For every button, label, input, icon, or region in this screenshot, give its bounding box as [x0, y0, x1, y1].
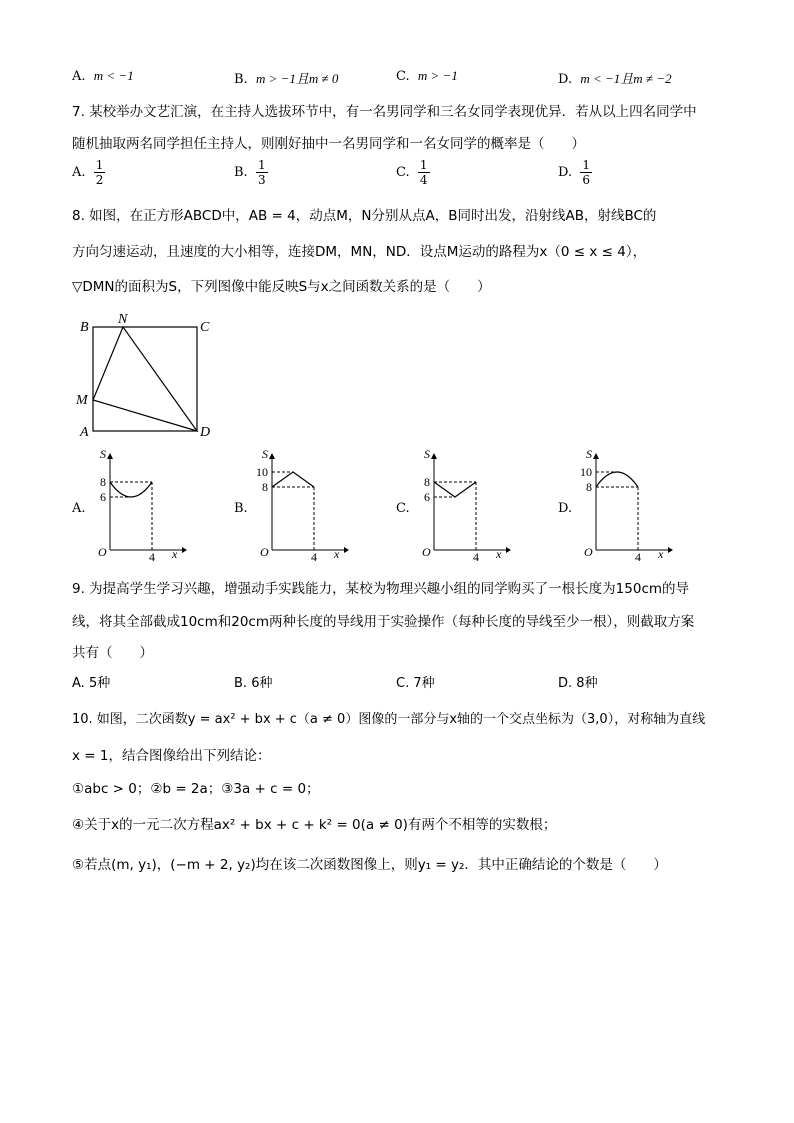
label-a: A — [80, 425, 89, 440]
q8-line-1: 8. 如图，在正方形ABCD中，AB = 4，动点M，N分别从点A，B同时出发，沿射线AB，射线BC的 — [72, 208, 657, 224]
q7-option-c: C. $\frac{1}{4}$ — [396, 158, 428, 187]
label-m: M — [76, 393, 88, 408]
graph-d — [576, 450, 676, 562]
x-tick-label: 4 — [635, 550, 641, 562]
x-axis-arrow — [506, 547, 511, 553]
tick-label: 8 — [586, 480, 592, 494]
q7-line-1: 7. 某校举办文艺汇演，在主持人选拔环节中，有一名男同学和三名女同学表现优异．若从以上四名同学中 — [72, 104, 697, 120]
q8-line-2: 方向匀速运动，且速度的大小相等，连接DM，MN，ND．设点M运动的路程为x（0 ≤ x ≤ 4）， — [72, 244, 647, 260]
x-tick-label: 4 — [473, 550, 479, 562]
tick-label: 6 — [424, 490, 430, 504]
x-axis-arrow — [344, 547, 349, 553]
q8-line-3: ▽DMN的面积为S，下列图像中能反映S与x之间函数关系的是（ ） — [72, 279, 491, 295]
origin-label: O — [422, 545, 431, 559]
y-axis-arrow — [431, 453, 437, 459]
x-axis-label: x — [334, 547, 340, 561]
graph-curve — [434, 482, 476, 497]
q9-line-2: 线，将其全部截成10cm和20cm两种长度的导线用于实验操作（每种长度的导线至少一根），则截取方案 — [72, 614, 695, 630]
x-axis-label: x — [496, 547, 502, 561]
q6-option-c: C. m > −1 — [396, 68, 458, 84]
origin-label: O — [98, 545, 107, 559]
tick-label: 6 — [100, 490, 106, 504]
q9-option-a: A. 5种 — [72, 676, 111, 691]
origin-label: O — [584, 545, 593, 559]
q10-line-2: x = 1，结合图像给出下列结论： — [72, 748, 271, 764]
graph-a — [90, 450, 190, 562]
q6-option-b: B. m > −1且m ≠ 0 — [234, 71, 339, 87]
q9-option-c: C. 7种 — [396, 676, 435, 691]
tick-label: 10 — [256, 465, 268, 479]
q9-option-d: D. 8种 — [558, 676, 598, 691]
graph-c — [414, 450, 514, 562]
y-axis-label: S — [262, 450, 268, 461]
graph-b-label: B. — [234, 501, 248, 516]
q10-line-4: ④关于x的一元二次方程ax² + bx + c + k² = 0(a ≠ 0)有两个不相等的实数根； — [72, 817, 557, 833]
q9-line-3: 共有（ ） — [72, 645, 153, 661]
q9-option-b: B. 6种 — [234, 676, 273, 691]
y-axis-label: S — [586, 450, 592, 461]
q6-option-d: D. m < −1且m ≠ −2 — [558, 71, 672, 87]
q9-line-1: 9. 为提高学生学习兴趣，增强动手实践能力，某校为物理兴趣小组的同学购买了一根长度为150cm的导 — [72, 581, 690, 597]
y-axis-arrow — [593, 453, 599, 459]
q7-option-d: D. $\frac{1}{6}$ — [558, 158, 590, 187]
q6-option-a: A. m < −1 — [72, 68, 134, 84]
x-axis-arrow — [182, 547, 187, 553]
x-axis-label: x — [172, 547, 178, 561]
q10-line-1: 10. 如图，二次函数y = ax² + bx + c（a ≠ 0）图像的一部分与x轴的一个交点坐标为（3,0），对称轴为直线 — [72, 712, 706, 727]
square-figure — [72, 305, 232, 445]
tick-label: 8 — [100, 475, 106, 489]
x-axis-label: x — [658, 547, 664, 561]
triangle-dmn — [93, 327, 197, 431]
x-tick-label: 4 — [311, 550, 317, 562]
q10-line-5: ⑤若点(m, y₁)，(−m + 2, y₂)均在该二次函数图像上，则y₁ = y₂．其中正确结论的个数是（ ） — [72, 857, 667, 873]
tick-label: 8 — [262, 480, 268, 494]
y-axis-label: S — [100, 450, 106, 461]
graph-c-label: C. — [396, 501, 410, 516]
q7-option-a: A. $\frac{1}{2}$ — [72, 158, 104, 187]
graph-curve — [110, 482, 152, 497]
graph-d-label: D. — [558, 501, 573, 516]
y-axis-label: S — [424, 450, 430, 461]
label-c: C — [200, 320, 210, 335]
x-tick-label: 4 — [149, 550, 155, 562]
tick-label: 8 — [424, 475, 430, 489]
tick-label: 10 — [580, 465, 592, 479]
q7-option-b: B. $\frac{1}{3}$ — [234, 158, 266, 187]
origin-label: O — [260, 545, 269, 559]
graph-b — [252, 450, 352, 562]
q10-line-3: ①abc > 0；②b = 2a；③3a + c = 0； — [72, 781, 320, 797]
graph-curve — [272, 472, 314, 487]
label-n: N — [118, 312, 128, 327]
graph-a-label: A. — [72, 501, 86, 516]
graph-curve — [596, 472, 638, 487]
label-d: D — [200, 425, 211, 440]
label-b: B — [80, 320, 89, 335]
y-axis-arrow — [107, 453, 113, 459]
x-axis-arrow — [668, 547, 673, 553]
q7-line-2: 随机抽取两名同学担任主持人，则刚好抽中一名男同学和一名女同学的概率是（ ） — [72, 136, 585, 152]
y-axis-arrow — [269, 453, 275, 459]
